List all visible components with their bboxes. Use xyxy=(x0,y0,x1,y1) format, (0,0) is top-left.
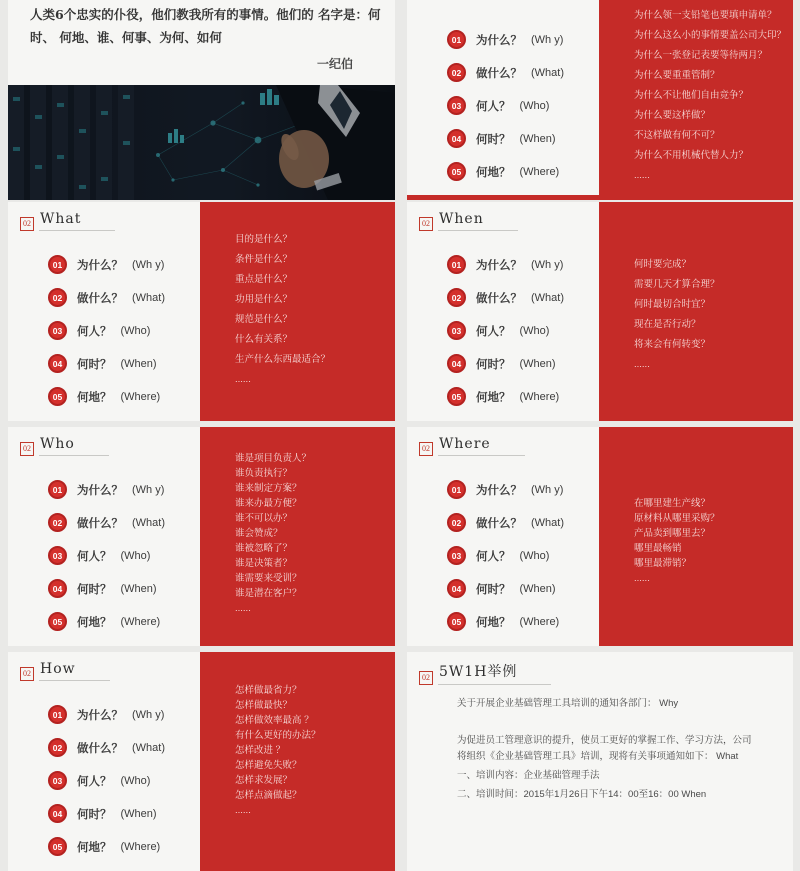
wh-label-zh: 做什么？ xyxy=(77,742,123,755)
wh-label-en: (Where) xyxy=(519,390,560,403)
question-line: 为什么这么小的事情要盖公司大印？ xyxy=(634,30,787,41)
number-badge-icon: 02 xyxy=(48,738,67,757)
wh-list xyxy=(48,473,165,638)
wh-label-en: (Who) xyxy=(519,324,550,337)
question-line: 为什么不让他们自由竞争？ xyxy=(634,90,749,101)
number-badge-icon: 01 xyxy=(48,705,67,724)
wh-label-zh: 何地？ xyxy=(77,391,112,404)
question-line: 功用是什么？ xyxy=(235,294,293,305)
wh-label-zh: 何时？ xyxy=(476,358,511,371)
list-item xyxy=(447,473,564,506)
list-item xyxy=(48,281,165,314)
wh-label-zh: 何人？ xyxy=(476,325,511,338)
question-panel-when xyxy=(599,202,793,421)
question-line: ...... xyxy=(634,359,650,370)
number-badge-icon: 02 xyxy=(48,513,67,532)
wh-label-en: (Where) xyxy=(120,840,161,853)
slide-header xyxy=(20,211,115,231)
wh-label-en: (Who) xyxy=(120,774,151,787)
question-line: 为什么要重重管制？ xyxy=(634,70,720,81)
wh-list xyxy=(48,698,165,863)
list-item xyxy=(48,572,165,605)
number-badge-icon: 01 xyxy=(447,30,466,49)
number-badge-icon: 04 xyxy=(447,354,466,373)
wh-label-en: (When) xyxy=(519,357,556,370)
wh-label-en: (Where) xyxy=(519,165,560,178)
list-item xyxy=(447,347,564,380)
question-line: 在哪里建生产线？ xyxy=(634,498,711,509)
wh-label-en: (Wh y) xyxy=(132,483,165,496)
slide-title: What xyxy=(39,211,115,231)
number-badge-icon: 04 xyxy=(48,804,67,823)
wh-label-zh: 何地？ xyxy=(476,391,511,404)
list-item xyxy=(447,506,564,539)
question-line: 规范是什么？ xyxy=(235,314,293,325)
number-badge-icon: 03 xyxy=(447,96,466,115)
question-line: 条件是什么？ xyxy=(235,254,293,265)
list-item xyxy=(447,314,564,347)
list-item xyxy=(447,56,564,89)
quote-signature: 一纪伯 xyxy=(316,57,353,71)
example-paragraph: 关于开展企业基础管理工具培训的通知各部门： Why xyxy=(457,698,679,709)
wh-label-zh: 何地？ xyxy=(77,841,112,854)
wh-label-en: (Where) xyxy=(519,615,560,628)
slide-number-badge: 02 xyxy=(20,442,34,456)
wh-label-zh: 为什么？ xyxy=(476,484,522,497)
question-line: 何时要完成？ xyxy=(634,259,692,270)
wh-label-en: (What) xyxy=(531,66,564,79)
question-line: 产品卖到哪里去？ xyxy=(634,528,711,539)
wh-label-en: (Who) xyxy=(120,324,151,337)
slide-title: Who xyxy=(39,436,109,456)
wh-label-en: (Wh y) xyxy=(531,483,564,496)
question-line: 原材料从哪里采购？ xyxy=(634,513,720,524)
question-panel-where xyxy=(599,427,793,646)
number-badge-icon: 03 xyxy=(48,546,67,565)
list-item xyxy=(48,830,165,863)
wh-label-zh: 何人？ xyxy=(476,550,511,563)
number-badge-icon: 04 xyxy=(447,579,466,598)
question-line: 需要几天才算合理？ xyxy=(634,279,720,290)
slide-header xyxy=(20,661,110,681)
list-item xyxy=(447,605,564,638)
slide-title: How xyxy=(39,661,110,681)
question-line: ...... xyxy=(634,170,650,181)
list-item xyxy=(447,89,564,122)
slide-thumb-quote[interactable] xyxy=(8,0,395,200)
list-item xyxy=(48,380,165,413)
question-line: 谁负责执行？ xyxy=(235,468,293,479)
question-line: 不这样做有何不可？ xyxy=(634,130,720,141)
question-line: 怎样避免失败？ xyxy=(235,760,302,771)
list-item xyxy=(447,539,564,572)
number-badge-icon: 05 xyxy=(48,387,67,406)
question-line: 谁是潜在客户？ xyxy=(235,588,302,599)
number-badge-icon: 01 xyxy=(48,255,67,274)
list-item xyxy=(48,248,165,281)
number-badge-icon: 02 xyxy=(447,513,466,532)
list-item xyxy=(447,380,564,413)
wh-label-en: (When) xyxy=(120,357,157,370)
list-item xyxy=(447,281,564,314)
wh-label-en: (When) xyxy=(519,582,556,595)
wh-label-zh: 何人？ xyxy=(77,775,112,788)
list-item xyxy=(48,314,165,347)
question-line: 什么有关系？ xyxy=(235,334,293,345)
question-line: 怎样求发展？ xyxy=(235,775,293,786)
question-line: 为什么一张登记表要等待两月？ xyxy=(634,50,768,61)
wh-label-zh: 何时？ xyxy=(476,133,511,146)
wh-label-zh: 做什么？ xyxy=(476,292,522,305)
question-line: 目的是什么？ xyxy=(235,234,293,245)
question-line: ...... xyxy=(235,603,251,614)
question-line: 谁会赞成？ xyxy=(235,528,283,539)
question-line: 谁是项目负责人？ xyxy=(235,453,312,464)
question-line: 怎样做最省力？ xyxy=(235,685,302,696)
question-line: 有什么更好的办法？ xyxy=(235,730,321,741)
question-line: 何时最切合时宜？ xyxy=(634,299,711,310)
wh-label-zh: 何地？ xyxy=(77,616,112,629)
example-paragraph: 二、培训时间：2015年1月26日下午14：00至16：00 When xyxy=(457,789,707,800)
business-photo xyxy=(8,85,395,200)
question-line: 怎样做效率最高 ？ xyxy=(235,715,314,726)
wh-label-zh: 为什么？ xyxy=(77,259,123,272)
question-panel-how xyxy=(200,652,395,871)
wh-label-zh: 做什么？ xyxy=(476,517,522,530)
wh-label-en: (Wh y) xyxy=(531,258,564,271)
slide-number-badge: 02 xyxy=(20,667,34,681)
wh-label-en: (What) xyxy=(132,516,165,529)
list-item xyxy=(48,731,165,764)
list-item xyxy=(48,698,165,731)
example-paragraph: 为促进员工管理意识的提升，使员工更好的掌握工作、学习方法，公司将组织《企业基础管理工具》培训，现将有关事项通知如下： What xyxy=(457,735,752,762)
question-line: 谁被忽略了？ xyxy=(235,543,293,554)
list-item xyxy=(48,797,165,830)
slide-number-badge: 02 xyxy=(20,217,34,231)
number-badge-icon: 03 xyxy=(447,546,466,565)
slide-title: 5W1H举例 xyxy=(438,661,551,685)
wh-label-zh: 何时？ xyxy=(476,583,511,596)
number-badge-icon: 01 xyxy=(447,480,466,499)
number-badge-icon: 01 xyxy=(48,480,67,499)
wh-label-en: (Wh y) xyxy=(531,33,564,46)
number-badge-icon: 05 xyxy=(48,837,67,856)
question-line: 将来会有何转变？ xyxy=(634,339,711,350)
list-item xyxy=(48,764,165,797)
number-badge-icon: 05 xyxy=(447,387,466,406)
question-line: 谁需要来受训？ xyxy=(235,573,302,584)
question-line: 为什么不用机械代替人力？ xyxy=(634,150,749,161)
list-item xyxy=(447,23,564,56)
wh-label-zh: 做什么？ xyxy=(77,292,123,305)
question-line: 现在是否行动？ xyxy=(634,319,701,330)
number-badge-icon: 05 xyxy=(48,612,67,631)
number-badge-icon: 04 xyxy=(48,579,67,598)
slide-header xyxy=(20,436,109,456)
number-badge-icon: 02 xyxy=(447,288,466,307)
question-panel-who xyxy=(200,427,395,646)
question-line: 重点是什么？ xyxy=(235,274,293,285)
list-item xyxy=(48,605,165,638)
wh-label-zh: 何人？ xyxy=(77,550,112,563)
question-line: 谁不可以办？ xyxy=(235,513,293,524)
red-footer-bar xyxy=(407,195,793,200)
wh-label-zh: 为什么？ xyxy=(77,709,123,722)
wh-label-zh: 何时？ xyxy=(77,358,112,371)
list-item xyxy=(48,539,165,572)
question-line: 怎样点滴做起？ xyxy=(235,790,302,801)
list-item xyxy=(447,122,564,155)
slide-number-badge: 02 xyxy=(419,671,433,685)
wh-label-zh: 为什么？ xyxy=(77,484,123,497)
wh-label-en: (Who) xyxy=(120,549,151,562)
slide-thumb-when[interactable] xyxy=(407,202,793,421)
slide-header xyxy=(419,661,551,685)
list-item xyxy=(447,572,564,605)
number-badge-icon: 04 xyxy=(447,129,466,148)
wh-label-zh: 何地？ xyxy=(476,166,511,179)
slide-number-badge: 02 xyxy=(419,217,433,231)
wh-label-zh: 何地？ xyxy=(476,616,511,629)
question-line: 哪里最滞销？ xyxy=(634,558,692,569)
wh-label-en: (Where) xyxy=(120,390,161,403)
wh-label-zh: 何时？ xyxy=(77,583,112,596)
list-item xyxy=(48,473,165,506)
question-line: 谁是决策者？ xyxy=(235,558,293,569)
wh-label-en: (What) xyxy=(132,741,165,754)
wh-label-en: (What) xyxy=(531,516,564,529)
question-line: 生产什么东西最适合？ xyxy=(235,354,331,365)
wh-label-en: (What) xyxy=(132,291,165,304)
question-line: ...... xyxy=(235,805,251,816)
number-badge-icon: 03 xyxy=(447,321,466,340)
slide-title: When xyxy=(438,211,518,231)
question-line: 怎样改进 ？ xyxy=(235,745,286,756)
wh-label-en: (Wh y) xyxy=(132,708,165,721)
wh-label-zh: 何时？ xyxy=(77,808,112,821)
example-body xyxy=(457,696,757,806)
wh-label-en: (When) xyxy=(120,807,157,820)
question-panel-what xyxy=(200,202,395,421)
question-line: 为什么要这样做？ xyxy=(634,110,711,121)
wh-label-zh: 为什么？ xyxy=(476,34,522,47)
number-badge-icon: 05 xyxy=(447,162,466,181)
question-line: ...... xyxy=(235,374,251,385)
wh-label-zh: 做什么？ xyxy=(77,517,123,530)
list-item xyxy=(447,248,564,281)
number-badge-icon: 02 xyxy=(48,288,67,307)
question-line: 怎样做最快？ xyxy=(235,700,293,711)
list-item xyxy=(48,506,165,539)
wh-list xyxy=(48,248,165,413)
quote-text: 人类6个忠实的仆役，他们教我所有的事情。他们的 名字是：何时、 何地、谁、何事、为何、如何 xyxy=(30,7,381,45)
wh-list xyxy=(447,473,564,638)
slide-thumb-how[interactable] xyxy=(8,652,395,871)
number-badge-icon: 01 xyxy=(447,255,466,274)
wh-label-zh: 为什么？ xyxy=(476,259,522,272)
slide-header xyxy=(419,211,518,231)
wh-label-en: (Where) xyxy=(120,615,161,628)
wh-list xyxy=(447,248,564,413)
business-photo-graphic xyxy=(8,85,395,200)
wh-label-en: (Wh y) xyxy=(132,258,165,271)
example-paragraph: 一、培训内容：企业基础管理手法 xyxy=(457,770,600,781)
slide-title: Where xyxy=(438,436,525,456)
slide-header xyxy=(419,436,525,456)
list-item xyxy=(447,155,564,188)
wh-label-en: (What) xyxy=(531,291,564,304)
question-panel-why xyxy=(599,0,793,200)
question-line: 哪里最畅销 xyxy=(634,543,682,554)
number-badge-icon: 04 xyxy=(48,354,67,373)
wh-label-zh: 何人？ xyxy=(476,100,511,113)
wh-label-en: (When) xyxy=(120,582,157,595)
slide-number-badge: 02 xyxy=(419,442,433,456)
number-badge-icon: 05 xyxy=(447,612,466,631)
question-line: 谁来制定方案？ xyxy=(235,483,302,494)
question-line: 谁来办最方便？ xyxy=(235,498,302,509)
slide-thumb-why[interactable] xyxy=(407,0,793,200)
number-badge-icon: 03 xyxy=(48,321,67,340)
wh-label-zh: 何人？ xyxy=(77,325,112,338)
number-badge-icon: 02 xyxy=(447,63,466,82)
question-line: 为什么领一支铅笔也要填申请单？ xyxy=(634,10,777,21)
number-badge-icon: 03 xyxy=(48,771,67,790)
list-item xyxy=(48,347,165,380)
wh-label-en: (Who) xyxy=(519,99,550,112)
question-line: ...... xyxy=(634,573,650,584)
wh-list xyxy=(447,23,564,188)
slide-thumb-who[interactable] xyxy=(8,427,395,646)
wh-label-en: (When) xyxy=(519,132,556,145)
wh-label-en: (Who) xyxy=(519,549,550,562)
slide-thumb-where[interactable] xyxy=(407,427,793,646)
wh-label-zh: 做什么？ xyxy=(476,67,522,80)
slide-thumb-example[interactable] xyxy=(407,652,793,871)
slide-thumb-what[interactable] xyxy=(8,202,395,421)
